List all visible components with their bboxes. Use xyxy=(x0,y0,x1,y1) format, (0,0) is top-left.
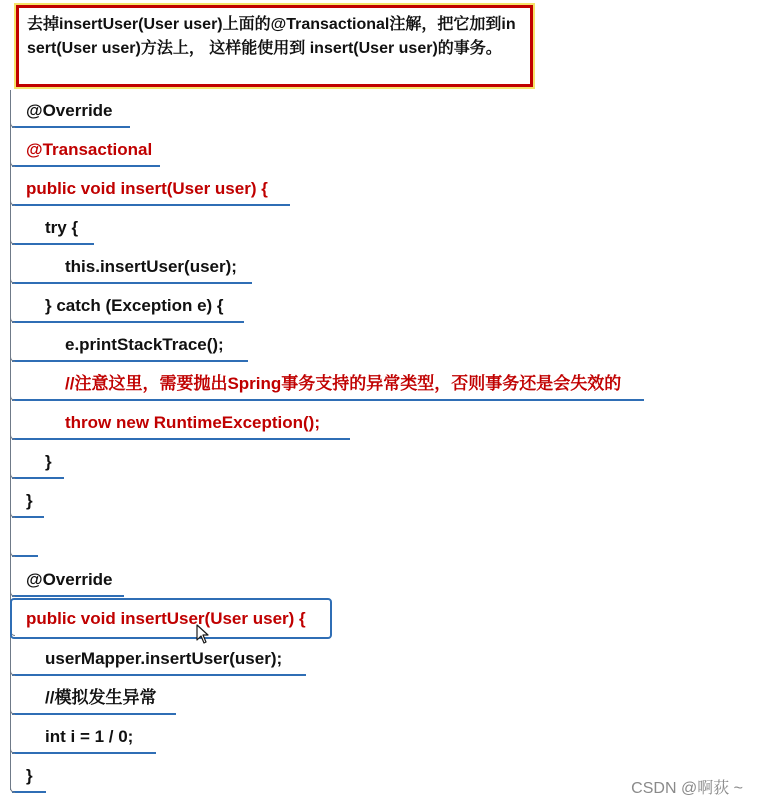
code-line: } xyxy=(26,491,33,510)
tree-branch xyxy=(10,346,15,362)
mouse-cursor-icon xyxy=(196,624,210,644)
watermark: CSDN @啊荻 ~ xyxy=(631,780,743,797)
annotation-note xyxy=(16,5,533,87)
tree-branch xyxy=(10,541,15,557)
tree-branch xyxy=(10,502,15,518)
selection-highlight xyxy=(10,598,332,639)
tree-branch xyxy=(10,307,15,323)
code-line: this.insertUser(user); xyxy=(65,257,237,276)
tree-branch xyxy=(10,738,15,754)
tree-branch xyxy=(10,385,15,401)
code-line: @Override xyxy=(26,570,113,589)
code-line-underline xyxy=(12,674,306,676)
code-line: public void insert(User user) { xyxy=(26,179,268,198)
code-line: //注意这里，需要抛出Spring事务支持的异常类型，否则事务还是会失效的 xyxy=(65,374,622,393)
tree-branch xyxy=(10,699,15,715)
code-line-underline xyxy=(12,126,130,128)
code-line-underline xyxy=(12,752,156,754)
code-line-underline xyxy=(12,243,94,245)
tree-branch xyxy=(10,581,15,597)
annotation-note-text: 去掉insertUser(User user)上面的@Transactional注解，把它加到insert(User user)方法上， 这样能使用到 insert(User user)的事务。 xyxy=(27,16,516,57)
code-line: try { xyxy=(45,218,79,237)
code-line-underline xyxy=(12,555,38,557)
code-line: //模拟发生异常 xyxy=(45,688,157,707)
tree-branch xyxy=(10,777,15,793)
code-line-underline xyxy=(12,713,176,715)
tree-branch xyxy=(10,112,15,128)
code-line: public void insertUser(User user) { xyxy=(26,609,306,628)
code-line-underline xyxy=(12,165,160,167)
code-line: throw new RuntimeException(); xyxy=(65,413,320,432)
tree-branch xyxy=(10,229,15,245)
code-line-underline xyxy=(12,321,244,323)
code-line-underline xyxy=(12,477,64,479)
code-line: userMapper.insertUser(user); xyxy=(45,649,283,668)
tree-branch xyxy=(10,660,15,676)
code-line-underline xyxy=(12,282,252,284)
code-line: e.printStackTrace(); xyxy=(65,335,224,354)
code-line: } xyxy=(26,766,33,785)
code-line-underline xyxy=(12,791,46,793)
code-line: } xyxy=(45,452,52,471)
tree-branch xyxy=(10,268,15,284)
tree-branch xyxy=(10,151,15,167)
code-line-underline xyxy=(12,360,248,362)
code-line-underline xyxy=(12,204,290,206)
code-line-underline xyxy=(12,595,124,597)
code-line-underline xyxy=(12,438,350,440)
code-line: @Override xyxy=(26,101,113,120)
tree-branch xyxy=(10,424,15,440)
code-line: @Transactional xyxy=(26,140,153,159)
code-line: } catch (Exception e) { xyxy=(45,296,224,315)
tree-branch xyxy=(10,463,15,479)
code-line-underline xyxy=(12,399,644,401)
code-line-underline xyxy=(12,516,44,518)
tree-branch xyxy=(10,190,15,206)
code-line: int i = 1 / 0; xyxy=(45,727,134,746)
